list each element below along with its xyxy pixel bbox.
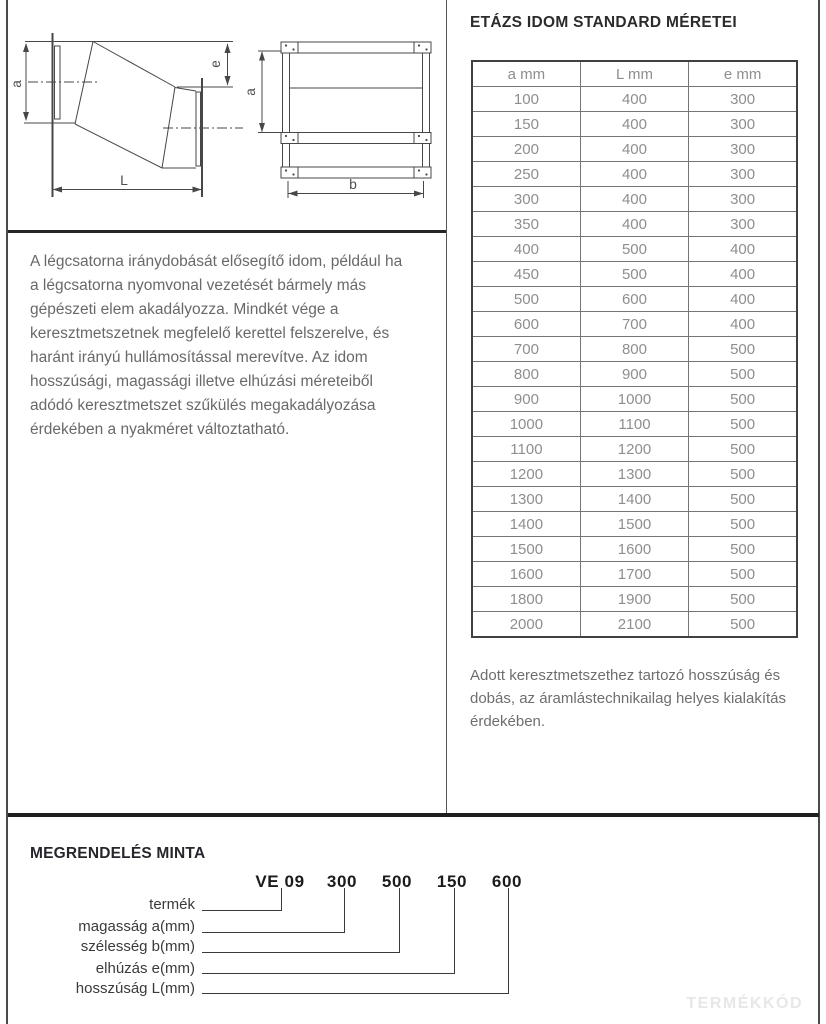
table-cell: 500: [689, 512, 797, 537]
table-row: [472, 237, 797, 262]
table-cell: 300: [689, 162, 797, 187]
table-cell: 1400: [580, 487, 688, 512]
dimensions-table-head: [472, 61, 797, 87]
table-row: [472, 412, 797, 437]
table-cell: 200: [472, 137, 580, 162]
table-cell: 1300: [580, 462, 688, 487]
table-cell: 400: [580, 187, 688, 212]
table-cell: 300: [689, 137, 797, 162]
table-cell: 1600: [472, 562, 580, 587]
table-cell: 1500: [472, 537, 580, 562]
table-cell: 400: [689, 287, 797, 312]
table-row: [472, 562, 797, 587]
dimension-label-L-side: L: [120, 172, 128, 188]
table-note: Adott keresztmetszethez tartozó hosszúság és dobás, az áramlástechnikailag helyes kialakítás érdekében.: [470, 667, 787, 730]
table-cell: 1200: [580, 437, 688, 462]
table-cell: 400: [580, 137, 688, 162]
table-cell: 400: [580, 162, 688, 187]
arrowheads-front-view: [259, 51, 423, 196]
side-view-drawing: [23, 33, 243, 197]
corner-bolts: [285, 44, 428, 175]
table-row: [472, 487, 797, 512]
table-cell: 1500: [580, 512, 688, 537]
order-code-width: 500: [381, 872, 413, 891]
table-cell: 400: [689, 237, 797, 262]
table-cell: 1000: [472, 412, 580, 437]
table-cell: 1400: [472, 512, 580, 537]
dimensions-table: [471, 60, 798, 638]
order-label-height: magasság a(mm): [78, 918, 195, 935]
watermark-text: TERMÉKKÓD: [686, 995, 803, 1012]
table-cell: 2100: [580, 612, 688, 638]
order-sample-title: MEGRENDELÉS MINTA: [30, 845, 206, 862]
table-cell: 2000: [472, 612, 580, 638]
dimension-label-a-front: a: [243, 88, 258, 96]
table-cell: 500: [689, 587, 797, 612]
table-cell: 1700: [580, 562, 688, 587]
table-cell: 500: [689, 362, 797, 387]
table-cell: 700: [580, 312, 688, 337]
table-cell: 500: [689, 387, 797, 412]
table-cell: 1800: [472, 587, 580, 612]
table-cell: 500: [689, 487, 797, 512]
table-row: [472, 162, 797, 187]
table-cell: 400: [580, 112, 688, 137]
table-cell: 500: [689, 612, 797, 638]
table-cell: 1100: [472, 437, 580, 462]
technical-drawings: [0, 0, 447, 232]
product-description: A légcsatorna iránydobását elősegítő idom, például ha a légcsatorna nyomvonal vezetését bármely más gépészeti elem akadályozza. Mindkét vége a keresztmetszetnek megfelelő kerettel felszerelve, és haránt irányú hullámosítással merevítve. Az idom hosszúsági, magassági illetve elhúzási méreteiből adódó keresztmetszet szűkülés megakadályozása érdekében a nyakméret változtatható.: [30, 253, 403, 438]
table-cell: 500: [689, 337, 797, 362]
table-column-header: L mm: [580, 61, 688, 87]
table-title: ETÁZS IDOM STANDARD MÉRETEI: [470, 14, 738, 31]
table-cell: 500: [689, 412, 797, 437]
table-row: [472, 462, 797, 487]
table-cell: 400: [472, 237, 580, 262]
order-code-length: 600: [491, 872, 523, 891]
table-column-header: a mm: [472, 61, 580, 87]
table-cell: 900: [472, 387, 580, 412]
order-code-offset: 150: [436, 872, 468, 891]
order-label-product: termék: [149, 896, 195, 913]
page-border-right: [818, 0, 820, 1024]
table-cell: 500: [472, 287, 580, 312]
order-code-product: VE 09: [255, 872, 305, 891]
table-row: [472, 112, 797, 137]
front-view-drawing: [258, 42, 431, 198]
table-cell: 500: [689, 562, 797, 587]
table-cell: 350: [472, 212, 580, 237]
table-cell: 700: [472, 337, 580, 362]
table-cell: 250: [472, 162, 580, 187]
table-cell: 800: [580, 337, 688, 362]
table-cell: 1000: [580, 387, 688, 412]
table-cell: 1200: [472, 462, 580, 487]
table-cell: 300: [689, 187, 797, 212]
table-cell: 500: [580, 262, 688, 287]
table-cell: 1900: [580, 587, 688, 612]
table-cell: 400: [580, 212, 688, 237]
order-label-width: szélesség b(mm): [80, 938, 195, 955]
table-cell: 600: [472, 312, 580, 337]
table-row: [472, 512, 797, 537]
table-row: [472, 312, 797, 337]
table-row: [472, 537, 797, 562]
table-cell: 1100: [580, 412, 688, 437]
table-row: [472, 87, 797, 112]
table-cell: 300: [472, 187, 580, 212]
table-cell: 400: [689, 262, 797, 287]
order-label-offset: elhúzás e(mm): [95, 960, 195, 977]
table-row: [472, 187, 797, 212]
order-label-length: hosszúság L(mm): [75, 980, 195, 997]
table-cell: 900: [580, 362, 688, 387]
order-code-height: 300: [326, 872, 358, 891]
table-cell: 1600: [580, 537, 688, 562]
table-cell: 500: [689, 462, 797, 487]
table-row: [472, 587, 797, 612]
table-cell: 300: [689, 87, 797, 112]
table-cell: 100: [472, 87, 580, 112]
table-cell: 800: [472, 362, 580, 387]
table-cell: 400: [580, 87, 688, 112]
table-row: [472, 287, 797, 312]
dimensions-table-body: [472, 87, 797, 638]
table-row: [472, 212, 797, 237]
connector-line-length: [202, 888, 509, 994]
table-row: [472, 262, 797, 287]
table-header-row: [472, 61, 797, 87]
table-cell: 1300: [472, 487, 580, 512]
table-row: [472, 337, 797, 362]
dimension-label-a-side: a: [9, 80, 24, 88]
table-row: [472, 387, 797, 412]
table-cell: 400: [689, 312, 797, 337]
dimension-label-e-side: e: [208, 60, 223, 68]
order-section-separator-rule: [8, 813, 819, 817]
table-cell: 500: [689, 537, 797, 562]
table-cell: 450: [472, 262, 580, 287]
table-cell: 500: [580, 237, 688, 262]
dimension-label-b-front: b: [349, 176, 357, 192]
table-cell: 300: [689, 212, 797, 237]
table-cell: 600: [580, 287, 688, 312]
table-cell: 500: [689, 437, 797, 462]
table-row: [472, 137, 797, 162]
table-column-header: e mm: [689, 61, 797, 87]
table-row: [472, 437, 797, 462]
table-cell: 300: [689, 112, 797, 137]
table-row: [472, 362, 797, 387]
table-cell: 150: [472, 112, 580, 137]
table-row: [472, 612, 797, 638]
